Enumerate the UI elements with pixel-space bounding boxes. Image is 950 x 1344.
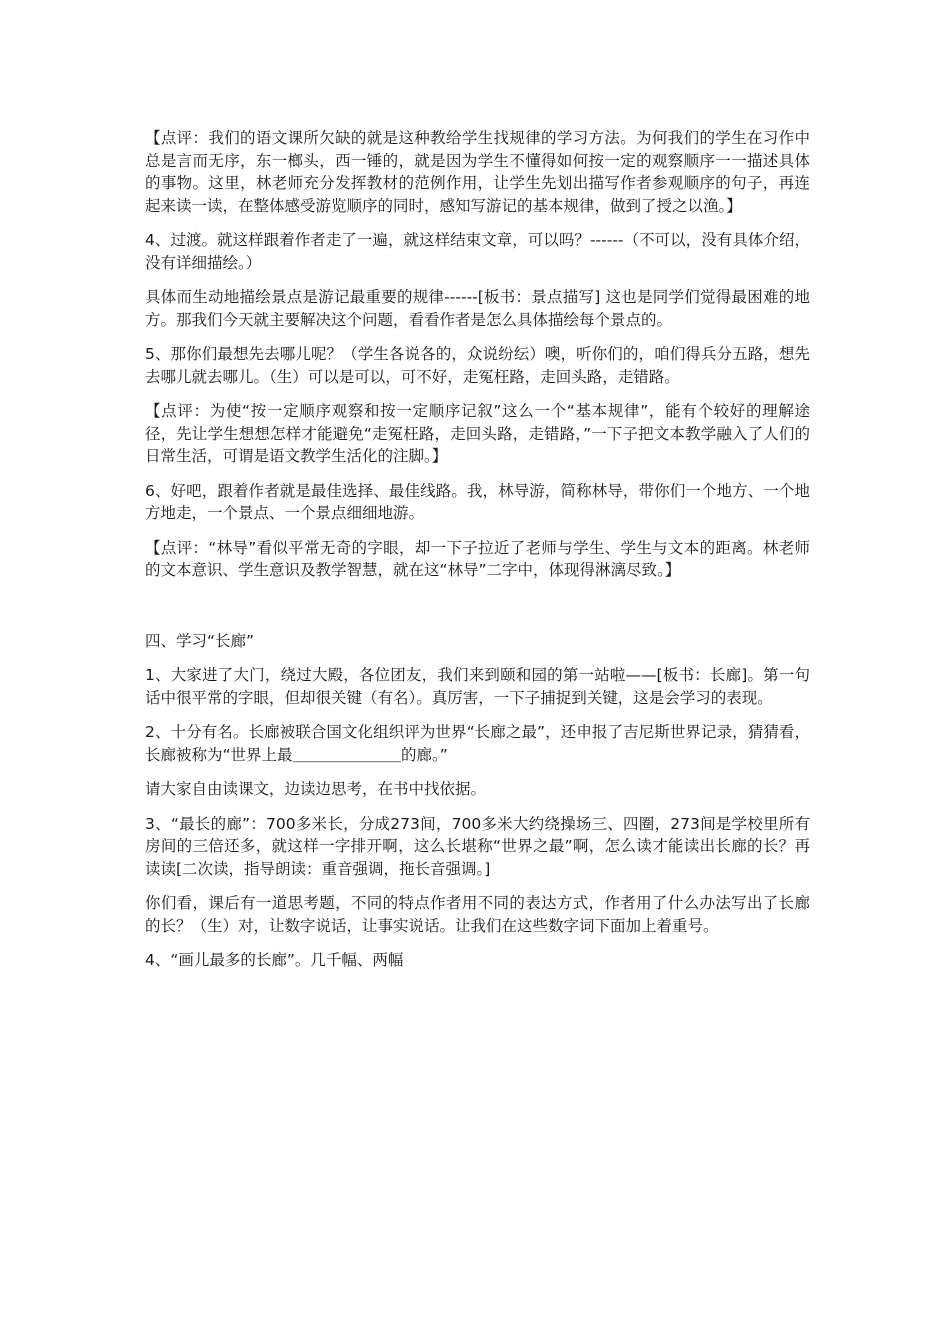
document-page <box>145 127 810 984</box>
section-heading-changlang: 四、学习“长廊” <box>145 631 255 650</box>
step-4-paragraph: 4、过渡。就这样跟着作者走了一遍，就这样结束文章，可以吗？------（不可以，没有具体介绍，没有详细描绘。） <box>145 231 810 272</box>
step-5-paragraph: 5、那你们最想先去哪儿呢？（学生各说各的，众说纷纭）噢，听你们的，咱们得兵分五路，想先去哪儿就去哪儿。（生）可以是可以，可不好，走冤枉路，走回头路，走错路。 <box>145 345 810 386</box>
comment-paragraph-1: 【点评：我们的语文课所欠缺的就是这种教给学生找规律的学习方法。为何我们的学生在习作中总是言而无序，东一榔头，西一锤的，就是因为学生不懂得如何按一定的观察顺序一一描述具体的事物。这里，林老师充分发挥教材的范例作用，让学生先划出描写作者参观顺序的句子，再连起来读一读，在整体感受游览顺序的同时，感知写游记的基本规律，做到了授之以渔。】 <box>145 129 810 215</box>
step-6-paragraph: 6、好吧，跟着作者就是最佳选择、最佳线路。我，林导游，简称林导，带你们一个地方、一个地方地走，一个景点、一个景点细细地游。 <box>145 481 810 522</box>
comment-paragraph-3: 【点评：“林导”看似平常无奇的字眼，却一下子拉近了老师与学生、学生与文本的距离。林老师的文本意识、学生意识及教学智慧，就在这“林导”二字中，体现得淋漓尽致。】 <box>145 538 810 579</box>
scene-description-paragraph: 具体而生动地描绘景点是游记最重要的规律------[板书：景点描写] 这也是同学们觉得最困难的地方。那我们今天就主要解决这个问题，看看作者是怎么具体描绘每个景点的。 <box>145 288 810 329</box>
section-spacer <box>145 594 810 630</box>
changlang-step-4: 4、“画儿最多的长廊”。几千幅、两幅 <box>145 951 404 969</box>
changlang-step-1: 1、大家进了大门，绕过大殿，各位团友，我们来到颐和园的第一站啦——[板书：长廊]。第一句话中很平常的字眼，但却很关键（有名）。真厉害，一下子捕捉到关键，这是会学习的表现。 <box>145 666 810 707</box>
exercise-paragraph: 你们看，课后有一道思考题，不同的特点作者用不同的表达方式，作者用了什么办法写出了长廊的长？（生）对，让数字说话，让事实说话。让我们在这些数字词下面加上着重号。 <box>145 894 810 935</box>
comment-paragraph-2: 【点评：为使“按一定顺序观察和按一定顺序记叙”这么一个“基本规律”，能有个较好的理解途径，先让学生想想怎样才能避免“走冤枉路，走回头路，走错路，”一下子把文本教学融入了人们的日常生活，可谓是语文教学生活化的注脚。】 <box>145 402 810 465</box>
changlang-step-3: 3、“最长的廊”：700多米长，分成273间，700多米大约绕操场三、四圈，273间是学校里所有房间的三倍还多，就这样一字排开啊，这么长堪称“世界之最”啊，怎么读才能读出长廊的长？再读读[二次读，指导朗读：重音强调，拖长音强调。] <box>145 814 810 878</box>
reading-instruction: 请大家自由读课文，边读边思考，在书中找依据。 <box>145 780 487 798</box>
changlang-step-2: 2、十分有名。长廊被联合国文化组织评为世界“长廊之最”，还申报了吉尼斯世界记录，猜猜看，长廊被称为“世界上最＿＿＿＿＿＿＿的廊。” <box>145 723 810 764</box>
